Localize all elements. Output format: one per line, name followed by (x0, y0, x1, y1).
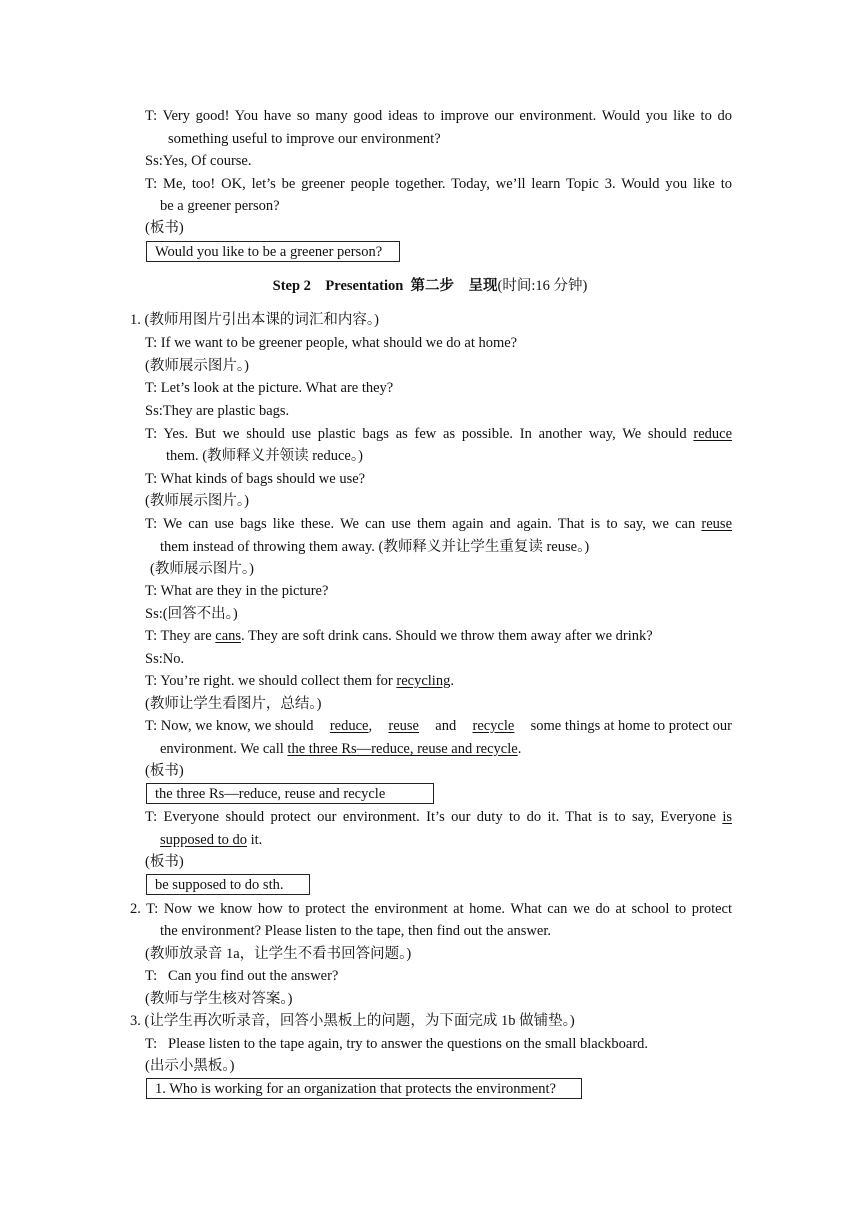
students-line: Ss:No. (145, 651, 185, 667)
stage-direction: (教师让学生看图片，总结。) (145, 696, 322, 712)
blackboard-question-box: 1. Who is working for an organization that protects the environment? (146, 1078, 582, 1099)
text-span: reduce, (329, 718, 373, 734)
keyword-reuse: reuse (388, 718, 419, 734)
stage-direction: (出示小黑板。) (145, 1058, 235, 1074)
blackboard-label: (板书) (145, 220, 184, 236)
text-span: T: They are (145, 628, 216, 644)
text-span: T: Now, we know, we should (145, 718, 314, 734)
teacher-line: T: Please listen to the tape again, try to answer the questions on the small blackboard. (145, 1036, 649, 1052)
blackboard-label: (板书) (145, 854, 184, 870)
teacher-line: T: Can you find out the answer? (145, 968, 339, 984)
teacher-line: T: What kinds of bags should we use? (145, 471, 366, 487)
blackboard-box: Would you like to be a greener person? (146, 241, 400, 262)
section-2-teacher-line: 2. T: Now we know how to protect the environment at home. What can we do at school to protect (130, 901, 732, 917)
teacher-line: T: Let’s look at the picture. What are they? (145, 380, 394, 396)
teacher-line (145, 424, 732, 444)
text-span: it. (247, 832, 263, 848)
text-span: T: Everyone should protect our environment. It’s our duty to do it. That is to say, Everyone (145, 809, 716, 825)
teacher-line-continued: be a greener person? (160, 198, 280, 214)
text-span: environment. We call (160, 741, 288, 757)
teacher-line (145, 671, 454, 691)
text-span: and (435, 718, 457, 734)
keyword-recycle: recycle (472, 718, 515, 734)
step-heading (0, 276, 860, 296)
blackboard-box: the three Rs—reduce, reuse and recycle (146, 783, 434, 804)
teacher-line (145, 716, 732, 736)
keyword-reduce: reduce (693, 426, 733, 442)
step-time: (时间:16 分钟) (497, 278, 588, 294)
text-span: . They are soft drink cans. Should we throw them away after we drink? (241, 628, 653, 644)
teacher-line-continued: the environment? Please listen to the tape, then find out the answer. (160, 923, 551, 939)
students-line: Ss:Yes, Of course. (145, 153, 252, 169)
text-span: T: Yes. But we should use plastic bags as few as possible. In another way, We should (145, 426, 687, 442)
students-line: Ss:They are plastic bags. (145, 403, 290, 419)
keyword-is: is (722, 809, 732, 825)
keyword-three-rs: the three Rs—reduce, reuse and recycle (287, 741, 518, 757)
keyword-cans: cans (215, 628, 242, 644)
step-number: Step 2 (272, 278, 311, 294)
teacher-line: T: If we want to be greener people, what should we do at home? (145, 335, 518, 351)
teacher-line (145, 514, 732, 534)
stage-direction: (教师展示图片。) (150, 561, 254, 577)
teacher-line: T: Me, too! OK, let’s be greener people together. Today, we’ll learn Topic 3. Would you like to (145, 176, 732, 192)
text-span: T: You’re right. we should collect them for (145, 673, 397, 689)
teacher-line (145, 807, 732, 827)
students-line: Ss:(回答不出。) (145, 606, 238, 622)
teacher-line-continued (160, 830, 262, 850)
teacher-line: T: Very good! You have so many good ideas to improve our environment. Would you like to do (145, 108, 732, 124)
keyword-supposed-to-do: supposed to do (160, 832, 247, 848)
teacher-line (145, 626, 653, 646)
keyword-reduce: reduce (329, 718, 369, 734)
teacher-line-continued: them instead of throwing them away. (教师释义并让学生重复读 reuse。) (160, 539, 590, 555)
text-span: . (450, 673, 454, 689)
stage-direction: (教师放录音 1a，让学生不看书回答问题。) (145, 946, 412, 962)
step-name-cn: 第二步 呈现 (410, 278, 498, 294)
step-name: Presentation (325, 278, 404, 294)
text-span: some things at home to protect our (530, 718, 732, 734)
blackboard-box: be supposed to do sth. (146, 874, 310, 895)
teacher-line: T: What are they in the picture? (145, 583, 329, 599)
text-span: T: We can use bags like these. We can use them again and again. That is to say, we can (145, 516, 696, 532)
teacher-line-continued: them. (教师释义并领读 reduce。) (166, 448, 363, 464)
text-span: . (517, 741, 522, 757)
stage-direction: (教师展示图片。) (145, 358, 249, 374)
stage-direction: (教师展示图片。) (145, 493, 249, 509)
keyword-recycling: recycling (396, 673, 451, 689)
keyword-reuse: reuse (701, 516, 733, 532)
teacher-line-continued: something useful to improve our environment? (168, 131, 441, 147)
section-3-title: 3. (让学生再次听录音，回答小黑板上的问题，为下面完成 1b 做铺垫。) (130, 1013, 575, 1029)
teacher-line-continued (160, 739, 521, 759)
stage-direction: (教师与学生核对答案。) (145, 991, 293, 1007)
section-1-title: 1. (教师用图片引出本课的词汇和内容。) (130, 312, 379, 328)
blackboard-label: (板书) (145, 763, 184, 779)
